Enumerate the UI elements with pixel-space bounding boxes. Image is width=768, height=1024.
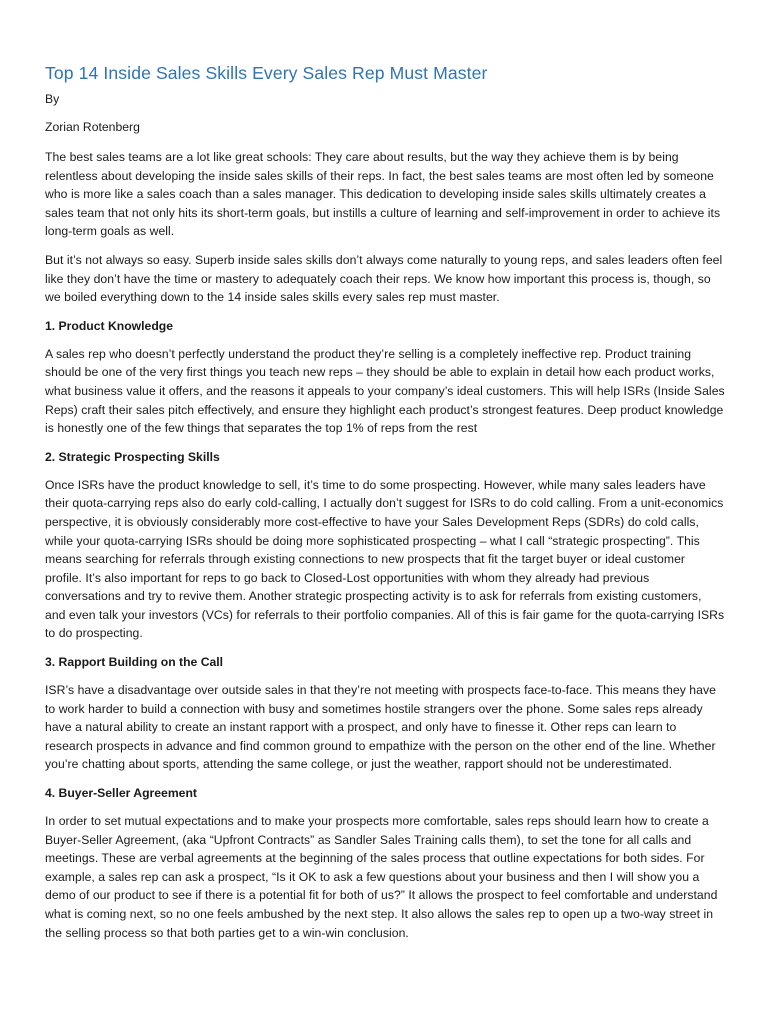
intro-paragraph-1: The best sales teams are a lot like great schools: They care about results, but the way they achieve them is by being relentless about developing the inside sales skills of their reps. In fact, the best sales teams are most often led by someone who is more like a sales coach than a sales manager. This dedication to developing inside sales skills ultimately creates a sales team that not only hits its short-term goals, but instills a culture of learning and self-improvement in order to achieve its long-term goals as well.: [45, 150, 721, 239]
byline-label: By: [45, 92, 60, 106]
intro-paragraph-2: But it’s not always so easy. Superb inside sales skills don’t always come naturally to young reps, and sales leaders often feel like they don’t have the time or mastery to adequately coach their reps. We know how important this process is, though, so we boiled everything down to the 14 inside sales skills every sales rep must master.: [45, 252, 723, 305]
document-page: [45, 62, 725, 952]
section-body-strategic-prospecting: Once ISRs have the product knowledge to sell, it’s time to do some prospecting. However, while many sales leaders have their quota-carrying reps also do early cold-calling, I actually don’t suggest for ISRs to do cold calling. From a unit-economics perspective, it is obviously considerably more cost-effective to have your Sales Development Reps (SDRs) do cold calls, while your quota-carrying ISRs should be doing more sophisticated prospecting – what I call “strategic prospecting”. This means searching for referrals through existing connections to new prospects that fit the target buyer or ideal customer profile. It’s also important for reps to go back to Closed-Lost opportunities with whom they already had previous conversations and try to revive them. Another strategic prospecting activity is to ask for referrals from existing customers, and even talk your investors (VCs) for referrals to their portfolio companies. All of this is fair game for the quota-carrying ISRs to do prospecting.: [45, 477, 725, 641]
section-body-product-knowledge: A sales rep who doesn’t perfectly understand the product they’re selling is a completely ineffective rep. Product training should be one of the very first things you teach new reps – they should be able to explain in detail how each product works, what business value it offers, and the reasons it appeals to your company’s ideal customers. This will help ISRs (Inside Sales Reps) craft their sales pitch effectively, and ensure they highlight each product’s strongest features. Deep product knowledge is honestly one of the few things that separates the top 1% of reps from the rest: [45, 346, 725, 436]
section-heading-product-knowledge: 1. Product Knowledge: [45, 318, 173, 333]
section-heading-buyer-seller-agreement: 4. Buyer-Seller Agreement: [45, 786, 197, 801]
section-body-buyer-seller-agreement: In order to set mutual expectations and to make your prospects more comfortable, sales reps should learn how to create a Buyer-Seller Agreement, (aka “Upfront Contracts” as Sandler Sales Training calls them), to set the tone for all calls and meetings. These are verbal agreements at the beginning of the sales process that outline expectations for both sides. For example, a sales rep can ask a prospect, “Is it OK to ask a few questions about your business and then I will show you a demo of our product to see if there is a potential fit for both of us?” It allows the prospect to feel comfortable and understand what is coming next, so no one feels ambushed by the next step. It also allows the sales rep to open up a two-way street in the selling process so that both parties get to a win-win conclusion.: [45, 814, 718, 940]
document-title: Top 14 Inside Sales Skills Every Sales Rep Must Master: [45, 63, 488, 83]
section-heading-rapport-building: 3. Rapport Building on the Call: [45, 655, 224, 670]
section-heading-strategic-prospecting: 2. Strategic Prospecting Skills: [45, 449, 220, 464]
section-body-rapport-building: ISR’s have a disadvantage over outside sales in that they’re not meeting with prospects face-to-face. This means they have to work harder to build a connection with busy and sometimes hostile strangers over the phone. Some sales reps already have a natural ability to create an instant rapport with a prospect, and only have to finesse it. Other reps can learn to research prospects in advance and find common ground to empathize with the person on the other end of the line. Whether you’re chatting about sports, attending the same college, or just the weather, rapport should not be underestimated.: [45, 683, 716, 772]
author-name: Zorian Rotenberg: [45, 120, 140, 134]
